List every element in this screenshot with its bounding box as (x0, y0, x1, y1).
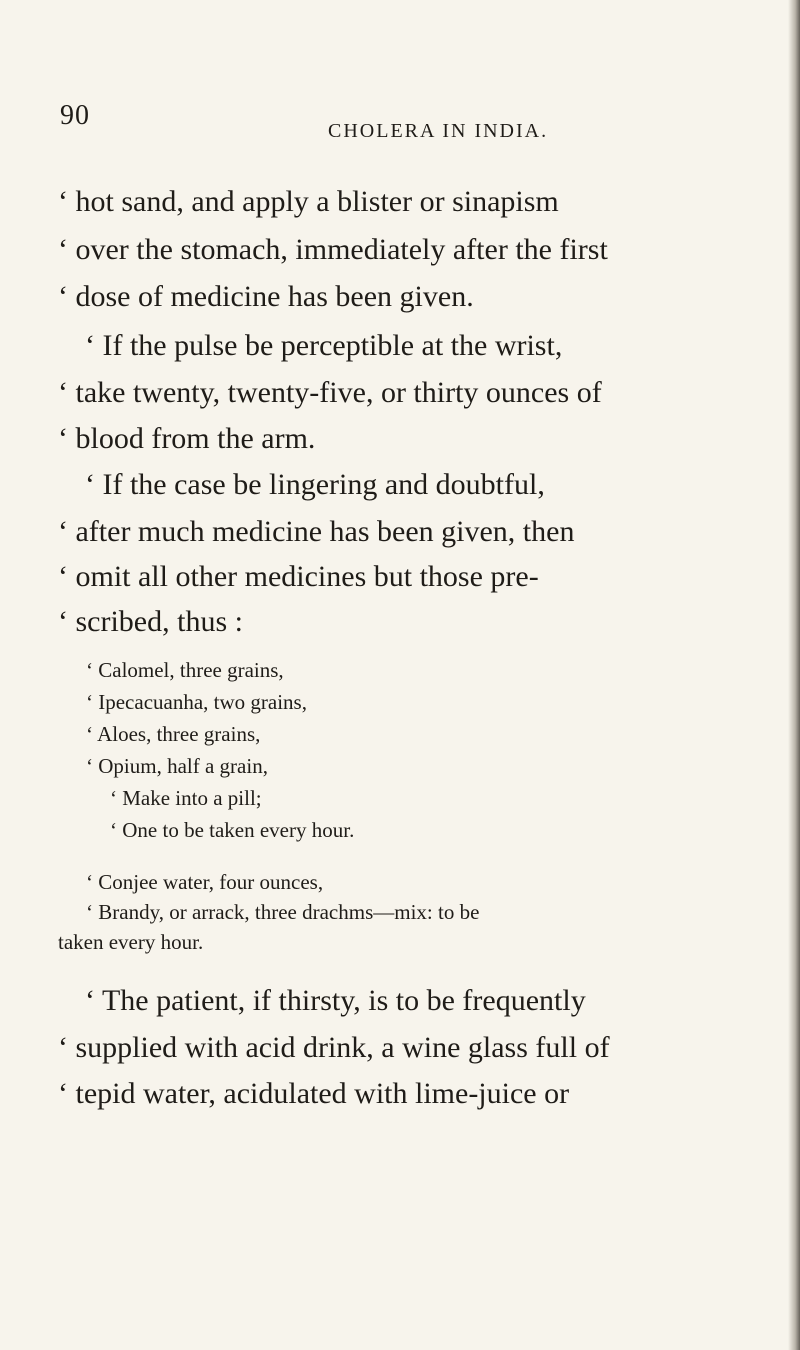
prescription-line: ‘ Make into a pill; (110, 786, 262, 810)
prescription-line: ‘ One to be taken every hour. (110, 818, 355, 842)
text-line: ‘ over the stomach, immediately after the first (58, 233, 608, 266)
text-line: ‘ omit all other medicines but those pre- (58, 560, 539, 593)
text-line: ‘ supplied with acid drink, a wine glass full of (58, 1031, 610, 1064)
text-line: ‘ tepid water, acidulated with lime-juice or (58, 1077, 570, 1110)
text-line: ‘ scribed, thus : (58, 605, 243, 638)
drink-line: taken every hour. (58, 930, 204, 954)
page-number: 90 (60, 100, 90, 131)
text-line: ‘ If the case be lingering and doubtful, (85, 468, 545, 501)
page-edge-shadow (788, 0, 800, 1350)
text-line: ‘ dose of medicine has been given. (58, 280, 474, 313)
text-line: ‘ blood from the arm. (58, 422, 316, 455)
prescription-line: ‘ Calomel, three grains, (86, 658, 284, 682)
drink-line: ‘ Brandy, or arrack, three drachms—mix: to be (86, 900, 480, 924)
drink-line: ‘ Conjee water, four ounces, (86, 870, 324, 894)
text-line: ‘ The patient, if thirsty, is to be frequently (85, 984, 586, 1017)
running-head: CHOLERA IN INDIA. (328, 120, 549, 142)
text-line: ‘ take twenty, twenty-five, or thirty ounces of (58, 376, 602, 409)
text-line: ‘ If the pulse be perceptible at the wrist, (85, 329, 563, 362)
text-line: ‘ hot sand, and apply a blister or sinapism (58, 185, 559, 218)
prescription-line: ‘ Aloes, three grains, (86, 722, 261, 746)
prescription-line: ‘ Ipecacuanha, two grains, (86, 690, 307, 714)
prescription-line: ‘ Opium, half a grain, (86, 754, 268, 778)
text-line: ‘ after much medicine has been given, then (58, 515, 575, 548)
